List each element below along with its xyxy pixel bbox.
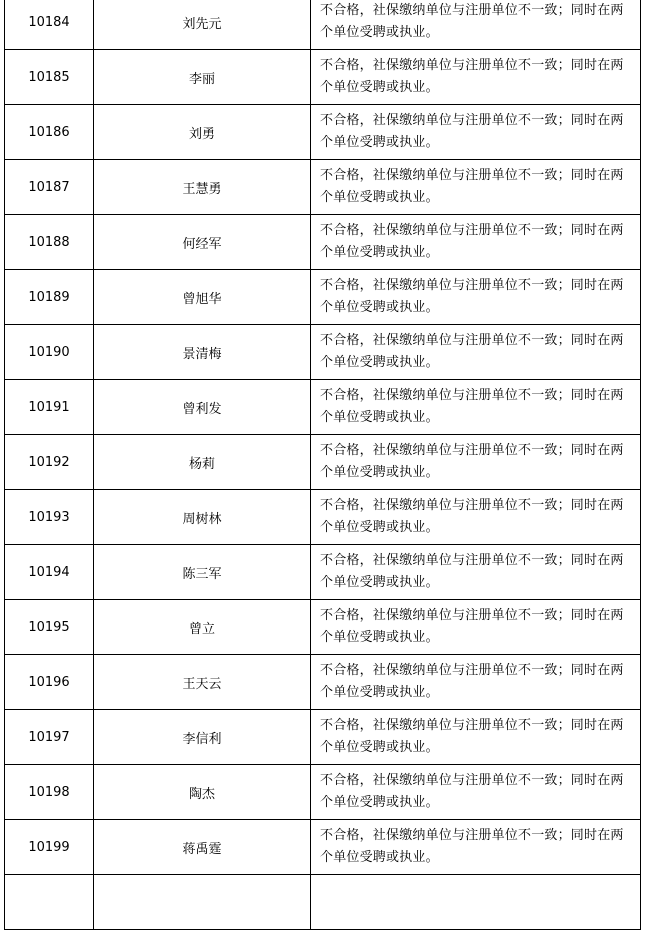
table-row	[5, 545, 641, 600]
row-reason: 不合格，社保缴纳单位与注册单位不一致；同时在两个单位受聘或执业。	[311, 270, 641, 325]
row-id: 10197	[5, 710, 94, 765]
row-id: 10188	[5, 215, 94, 270]
row-name-empty	[94, 875, 311, 930]
row-id: 10191	[5, 380, 94, 435]
row-reason: 不合格，社保缴纳单位与注册单位不一致；同时在两个单位受聘或执业。	[311, 600, 641, 655]
table-row	[5, 600, 641, 655]
row-id: 10185	[5, 50, 94, 105]
row-reason: 不合格，社保缴纳单位与注册单位不一致；同时在两个单位受聘或执业。	[311, 215, 641, 270]
table-row	[5, 490, 641, 545]
row-id: 10194	[5, 545, 94, 600]
row-id: 10190	[5, 325, 94, 380]
row-id: 10193	[5, 490, 94, 545]
row-reason: 不合格，社保缴纳单位与注册单位不一致；同时在两个单位受聘或执业。	[311, 50, 641, 105]
table-row	[5, 820, 641, 875]
table-row-partial	[5, 875, 641, 930]
table-row	[5, 380, 641, 435]
row-reason: 不合格，社保缴纳单位与注册单位不一致；同时在两个单位受聘或执业。	[311, 655, 641, 710]
table-row	[5, 50, 641, 105]
row-reason: 不合格，社保缴纳单位与注册单位不一致；同时在两个单位受聘或执业。	[311, 435, 641, 490]
row-name: 李信利	[94, 710, 311, 765]
row-reason: 不合格，社保缴纳单位与注册单位不一致；同时在两个单位受聘或执业。	[311, 160, 641, 215]
row-name: 景清梅	[94, 325, 311, 380]
table-row	[5, 710, 641, 765]
row-name: 蒋禹霆	[94, 820, 311, 875]
row-reason: 不合格，社保缴纳单位与注册单位不一致；同时在两个单位受聘或执业。	[311, 380, 641, 435]
row-id: 10198	[5, 765, 94, 820]
row-reason: 不合格，社保缴纳单位与注册单位不一致；同时在两个单位受聘或执业。	[311, 105, 641, 160]
row-id: 10195	[5, 600, 94, 655]
row-name: 曾旭华	[94, 270, 311, 325]
row-id: 10184	[5, 0, 94, 50]
row-id: 10192	[5, 435, 94, 490]
row-reason: 不合格，社保缴纳单位与注册单位不一致；同时在两个单位受聘或执业。	[311, 820, 641, 875]
row-name: 曾利发	[94, 380, 311, 435]
table-row	[5, 105, 641, 160]
row-name: 王慧勇	[94, 160, 311, 215]
row-reason: 不合格，社保缴纳单位与注册单位不一致；同时在两个单位受聘或执业。	[311, 765, 641, 820]
row-name: 周树林	[94, 490, 311, 545]
row-reason: 不合格，社保缴纳单位与注册单位不一致；同时在两个单位受聘或执业。	[311, 490, 641, 545]
table-row	[5, 160, 641, 215]
row-name: 王天云	[94, 655, 311, 710]
row-reason: 不合格，社保缴纳单位与注册单位不一致；同时在两个单位受聘或执业。	[311, 710, 641, 765]
row-id-empty	[5, 875, 94, 930]
table-row	[5, 0, 641, 50]
row-name: 曾立	[94, 600, 311, 655]
row-name: 何经军	[94, 215, 311, 270]
table-row	[5, 270, 641, 325]
row-id: 10186	[5, 105, 94, 160]
row-name: 陶杰	[94, 765, 311, 820]
results-table-body	[5, 0, 641, 930]
row-id: 10196	[5, 655, 94, 710]
row-id: 10199	[5, 820, 94, 875]
row-reason: 不合格，社保缴纳单位与注册单位不一致；同时在两个单位受聘或执业。	[311, 0, 641, 50]
row-name: 李丽	[94, 50, 311, 105]
table-row	[5, 325, 641, 380]
table-row	[5, 765, 641, 820]
row-reason: 不合格，社保缴纳单位与注册单位不一致；同时在两个单位受聘或执业。	[311, 325, 641, 380]
row-name: 陈三军	[94, 545, 311, 600]
table-row	[5, 215, 641, 270]
row-reason: 不合格，社保缴纳单位与注册单位不一致；同时在两个单位受聘或执业。	[311, 545, 641, 600]
row-reason-empty	[311, 875, 641, 930]
row-name: 刘先元	[94, 0, 311, 50]
row-id: 10189	[5, 270, 94, 325]
table-row	[5, 435, 641, 490]
row-name: 刘勇	[94, 105, 311, 160]
results-table	[4, 0, 641, 930]
table-row	[5, 655, 641, 710]
row-name: 杨莉	[94, 435, 311, 490]
row-id: 10187	[5, 160, 94, 215]
